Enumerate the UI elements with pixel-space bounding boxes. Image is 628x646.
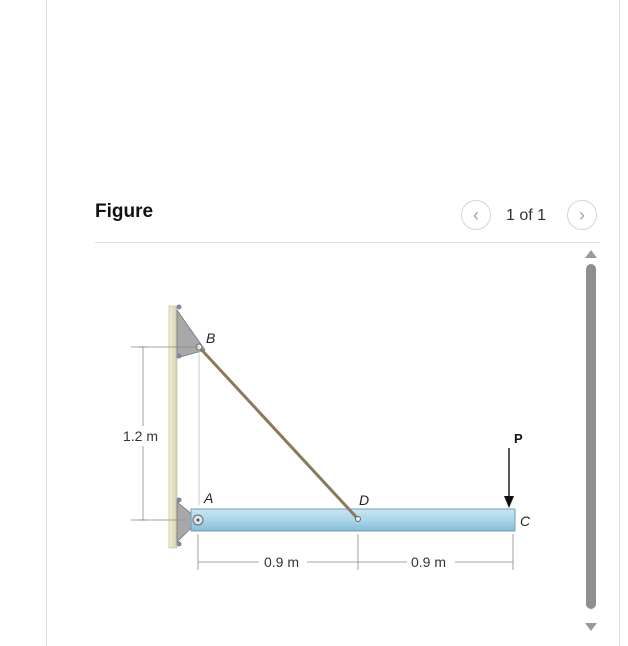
label-d: D — [359, 492, 370, 508]
pin-a-center — [197, 519, 200, 522]
dim-right-label: 0.9 m — [411, 554, 447, 570]
dim-left-label: 0.9 m — [264, 554, 300, 570]
arrow-up-icon[interactable] — [585, 250, 597, 258]
bolt-icon — [177, 542, 182, 547]
figure-viewport — [95, 250, 585, 640]
cable-bd — [199, 347, 358, 519]
arrow-down-icon[interactable] — [585, 623, 597, 631]
truss-diagram — [95, 250, 585, 640]
wall — [169, 306, 177, 548]
chevron-left-icon: ‹ — [473, 204, 479, 225]
pin-d-icon — [356, 517, 361, 522]
next-figure-button[interactable] — [567, 200, 597, 230]
chevron-right-icon: › — [579, 204, 585, 225]
label-b: B — [206, 330, 216, 346]
figure-scrollbar[interactable] — [584, 250, 598, 640]
dim-height-label: 1.2 m — [123, 428, 159, 444]
figure-title: Figure — [95, 201, 154, 222]
load-p-arrowhead — [504, 496, 514, 508]
bolt-icon — [177, 354, 182, 359]
label-c: C — [520, 513, 531, 529]
label-p: P — [514, 431, 523, 446]
label-a: A — [204, 490, 214, 506]
bolt-icon — [177, 498, 182, 503]
scrollbar-thumb[interactable] — [586, 264, 596, 609]
bolt-icon — [177, 305, 182, 310]
page-counter: 1 of 1 — [506, 207, 547, 224]
header-divider — [95, 242, 600, 243]
prev-figure-button[interactable] — [461, 200, 491, 230]
